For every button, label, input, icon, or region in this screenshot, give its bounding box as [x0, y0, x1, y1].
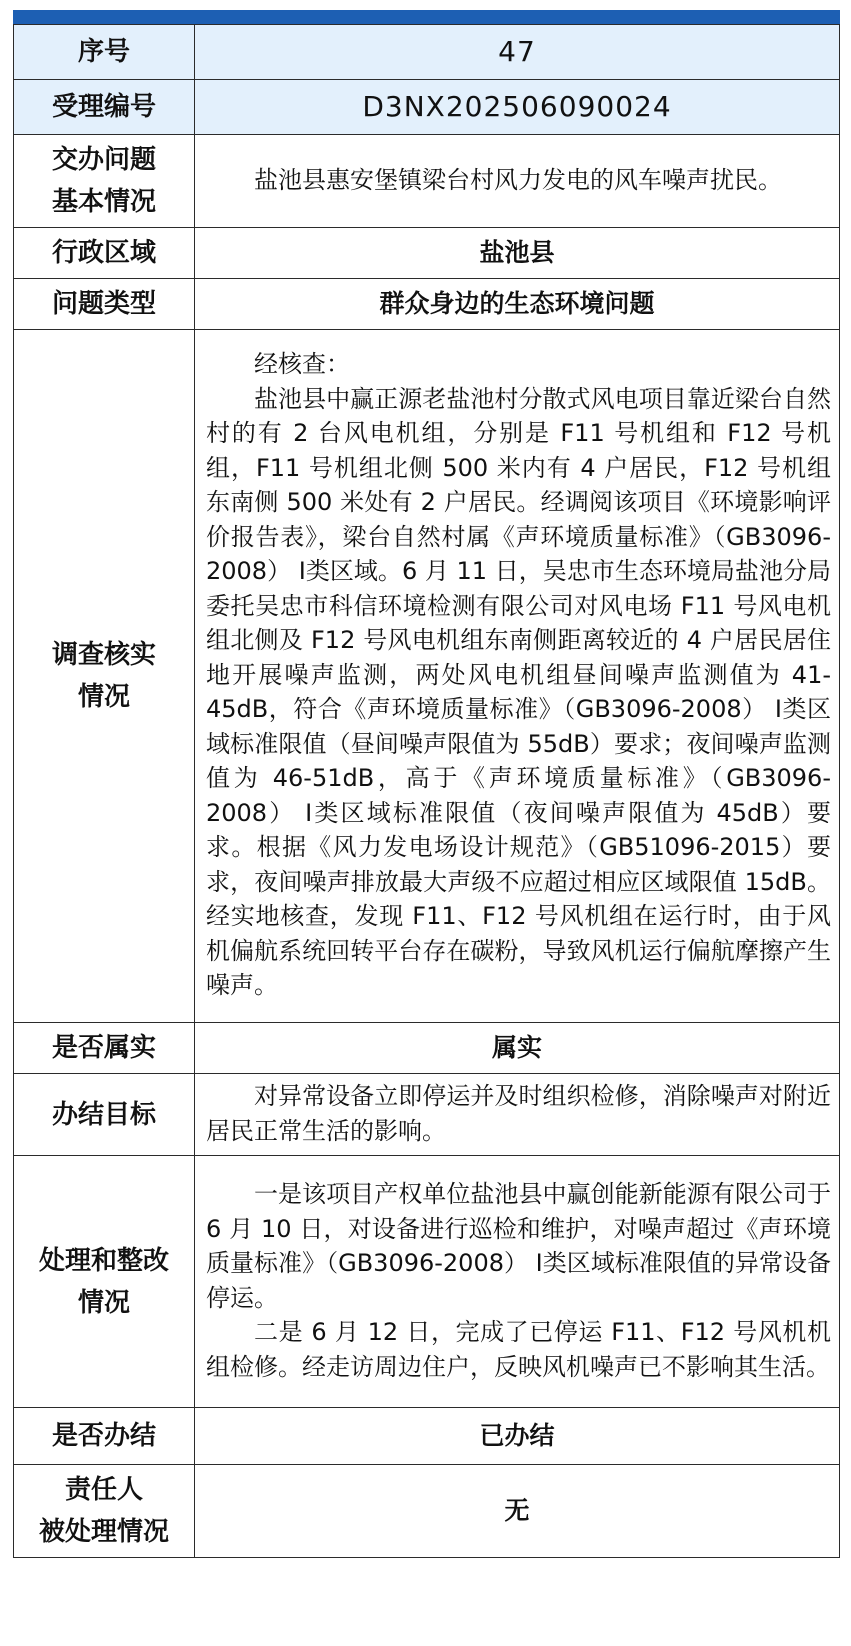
value-handling	[195, 1156, 840, 1408]
issue-text: 盐池县惠安堡镇梁台村风力发电的风车噪声扰民。	[254, 165, 782, 194]
label-issue-line1: 交办问题	[51, 145, 156, 175]
row-issue	[14, 135, 840, 228]
value-goal	[195, 1074, 840, 1156]
row-case-no	[14, 80, 840, 135]
case-report-table	[13, 24, 840, 1558]
row-closed	[14, 1408, 840, 1465]
label-investigation-line1: 调查核实	[51, 640, 156, 670]
goal-text: 对异常设备立即停运并及时组织检修，消除噪声对附近居民正常生活的影响。	[206, 1082, 831, 1145]
label-handling	[14, 1156, 195, 1408]
value-accountability: 无	[195, 1465, 840, 1558]
label-accountability-line2: 被处理情况	[38, 1517, 169, 1547]
label-issue	[14, 135, 195, 228]
row-is-true	[14, 1023, 840, 1074]
value-investigation	[195, 330, 840, 1023]
row-region	[14, 228, 840, 279]
value-region: 盐池县	[195, 228, 840, 279]
value-is-true: 属实	[195, 1023, 840, 1074]
label-accountability	[14, 1465, 195, 1558]
label-handling-line2: 情况	[77, 1287, 130, 1318]
handling-para-1: 一是该项目产权单位盐池县中赢创能新能源有限公司于 6 月 10 日，对设备进行巡检和维护，对噪声超过《声环境质量标准》（GB3096-2008） Ⅰ类区域标准限值的异常设备停运。	[206, 1180, 831, 1312]
label-investigation	[14, 330, 195, 1023]
label-region: 行政区域	[14, 228, 195, 279]
row-issue-type	[14, 279, 840, 330]
label-handling-line1: 处理和整改	[38, 1245, 169, 1276]
label-investigation-line2: 情况	[77, 682, 130, 712]
value-closed: 已办结	[195, 1408, 840, 1465]
label-issue-line2: 基本情况	[51, 187, 156, 217]
label-issue-type: 问题类型	[14, 279, 195, 330]
row-goal	[14, 1074, 840, 1156]
label-closed: 是否办结	[14, 1408, 195, 1465]
label-accountability-line1: 责任人	[64, 1475, 143, 1505]
row-accountability	[14, 1465, 840, 1558]
value-seq: 47	[195, 25, 840, 80]
row-investigation	[14, 330, 840, 1023]
header-accent-bar	[13, 10, 840, 24]
label-case-no: 受理编号	[14, 80, 195, 135]
value-case-no: D3NX202506090024	[195, 80, 840, 135]
row-seq	[14, 25, 840, 80]
label-goal: 办结目标	[14, 1074, 195, 1156]
value-issue-type: 群众身边的生态环境问题	[195, 279, 840, 330]
handling-para-2: 二是 6 月 12 日，完成了已停运 F11、F12 号风机机组检修。经走访周边住户，反映风机噪声已不影响其生活。	[206, 1318, 831, 1381]
label-seq: 序号	[14, 25, 195, 80]
investigation-para-1: 经核查：	[254, 350, 350, 379]
row-handling	[14, 1156, 840, 1408]
investigation-para-2: 盐池县中赢正源老盐池村分散式风电项目靠近梁台自然村的有 2 台风电机组，分别是 F11 号机组和 F12 号机组，F11 号机组北侧 500 米内有 4 户居民，F12 号机组东南侧 500 米处有 2 户居民。经调阅该项目《环境影响评价报告表》，梁台自然村属《声环境质量标准》（GB3096-2008） Ⅰ类区域。6 月 11 日，吴忠市生态环境局盐池分局委托吴忠市科信环境检测有限公司对风电场 F11 号风电机组北侧及 F12 号风电机组东南侧距离较近的 4 户居民居住地开展噪声监测，两处风电机组昼间噪声监测值为 41-45dB，符合《声环境质量标准》（GB3096-2008） Ⅰ类区域标准限值（昼间噪声限值为 55dB）要求；夜间噪声监测值为 46-51dB，高于《声环境质量标准》（GB3096-2008） Ⅰ类区域标准限值（夜间噪声限值为 45dB）要求。根据《风力发电场设计规范》（GB51096-2015）要求，夜间噪声排放最大声级不应超过相应区域限值 15dB。经实地核查，发现 F11、F12 号风机组在运行时，由于风机偏航系统回转平台存在碳粉，导致风机运行偏航摩擦产生噪声。	[206, 384, 831, 1000]
value-issue	[195, 135, 840, 228]
label-is-true: 是否属实	[14, 1023, 195, 1074]
